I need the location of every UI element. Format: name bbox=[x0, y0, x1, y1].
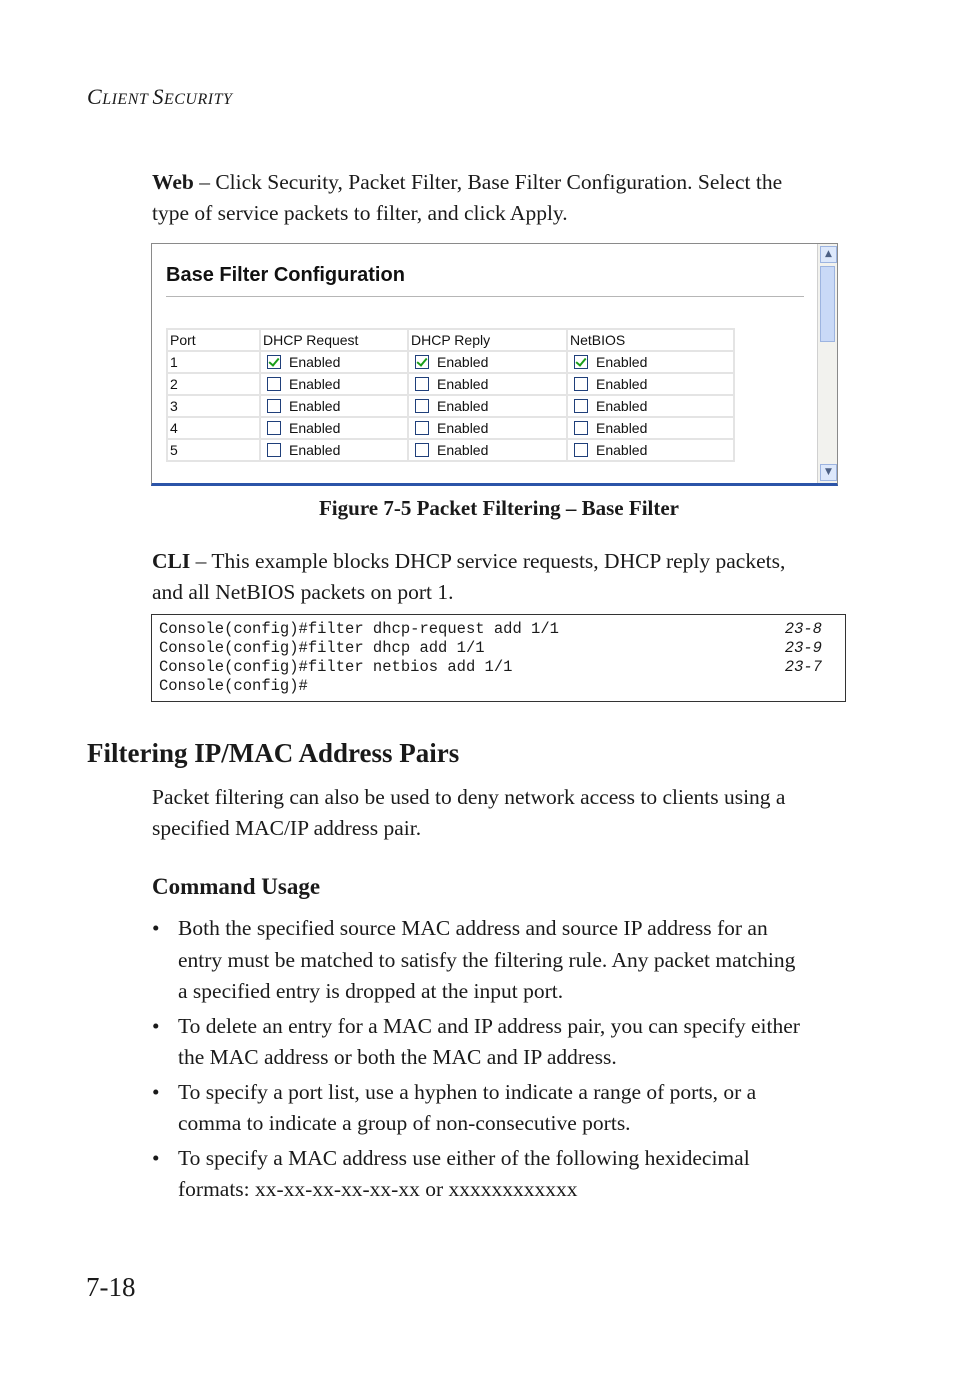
dhcp-reply-checkbox[interactable] bbox=[415, 421, 429, 435]
table-row bbox=[167, 417, 734, 439]
bullet-icon: • bbox=[152, 1145, 160, 1170]
section-heading: Filtering IP/MAC Address Pairs bbox=[87, 738, 460, 768]
column-header: Port bbox=[167, 329, 260, 351]
enabled-label: Enabled bbox=[437, 442, 489, 458]
enabled-label: Enabled bbox=[596, 442, 648, 458]
dhcp-reply-cell bbox=[408, 373, 567, 395]
list-item: • To specify a MAC address use either of the following hexidecimal formats: xx-xx-xx-xx-xx-xx or xxxxxxxxxxxx bbox=[152, 1143, 852, 1206]
table-row bbox=[167, 395, 734, 417]
bullet-icon: • bbox=[152, 916, 160, 940]
screenshot-title: Base Filter Configuration bbox=[166, 264, 405, 286]
figure-caption: Figure 7-5 Packet Filtering – Base Filter bbox=[318, 496, 679, 520]
dhcp-request-checkbox[interactable] bbox=[267, 399, 281, 413]
list-item: • Both the specified source MAC address and source IP address for an entry must be matched to satisfy the filtering rule. Any packet matching a specified entry is dropped at the input port. bbox=[152, 913, 852, 1008]
port-cell: 3 bbox=[167, 395, 260, 417]
netbios-checkbox[interactable] bbox=[574, 421, 588, 435]
netbios-checkbox[interactable] bbox=[574, 377, 588, 391]
enabled-label: Enabled bbox=[289, 376, 341, 392]
bullet-icon: • bbox=[152, 1013, 160, 1038]
command-usage-list bbox=[152, 913, 852, 1209]
dhcp-request-cell bbox=[260, 373, 408, 395]
port-cell: 1 bbox=[167, 351, 260, 373]
running-head: CLIENT SECURITY bbox=[87, 84, 233, 109]
code-reference: 23-7 bbox=[784, 658, 822, 676]
dhcp-reply-cell bbox=[408, 417, 567, 439]
enabled-label: Enabled bbox=[437, 376, 489, 392]
netbios-checkbox[interactable] bbox=[574, 399, 588, 413]
dhcp-request-checkbox[interactable] bbox=[267, 355, 281, 369]
netbios-cell bbox=[567, 373, 734, 395]
scrollbar-thumb[interactable] bbox=[820, 266, 835, 342]
command-usage-heading: Command Usage bbox=[152, 874, 321, 899]
port-cell: 2 bbox=[167, 373, 260, 395]
table-row bbox=[167, 373, 734, 395]
column-header: NetBIOS bbox=[567, 329, 734, 351]
web-instructions: Web – Click Security, Packet Filter, Base Filter Configuration. Select the type of service packets to filter, and click Apply. bbox=[152, 170, 783, 225]
column-header: DHCP Request bbox=[260, 329, 408, 351]
list-item: • To delete an entry for a MAC and IP address pair, you can specify either the MAC address or both the MAC and IP address. bbox=[152, 1011, 852, 1074]
dhcp-reply-checkbox[interactable] bbox=[415, 377, 429, 391]
dhcp-request-checkbox[interactable] bbox=[267, 443, 281, 457]
enabled-label: Enabled bbox=[289, 420, 341, 436]
table-header-row bbox=[167, 329, 734, 351]
dhcp-request-cell bbox=[260, 417, 408, 439]
page-number: 7-18 bbox=[86, 1272, 136, 1302]
section-paragraph: Packet filtering can also be used to deny network access to clients using a specified MAC/IP address pair. bbox=[152, 785, 786, 840]
dhcp-request-cell bbox=[260, 439, 408, 461]
title-divider bbox=[166, 296, 804, 297]
scroll-down-arrow-icon[interactable]: ▼ bbox=[820, 464, 837, 481]
vertical-scrollbar[interactable] bbox=[817, 244, 837, 486]
cli-instructions: CLI – This example blocks DHCP service requests, DHCP reply packets, and all NetBIOS packets on port 1. bbox=[152, 549, 786, 604]
scroll-up-arrow-icon[interactable]: ▲ bbox=[820, 246, 837, 263]
port-cell: 4 bbox=[167, 417, 260, 439]
code-line: Console(config)#filter netbios add 1/1 23-7 bbox=[159, 658, 822, 676]
enabled-label: Enabled bbox=[289, 398, 341, 414]
bullet-icon: • bbox=[152, 1079, 160, 1104]
enabled-label: Enabled bbox=[437, 420, 489, 436]
netbios-cell bbox=[567, 395, 734, 417]
enabled-label: Enabled bbox=[437, 398, 489, 414]
netbios-checkbox[interactable] bbox=[574, 443, 588, 457]
list-item: • To specify a port list, use a hyphen to indicate a range of ports, or a comma to indicate a group of non-consecutive ports. bbox=[152, 1077, 852, 1140]
dhcp-request-cell bbox=[260, 395, 408, 417]
table-row bbox=[167, 439, 734, 461]
dhcp-request-checkbox[interactable] bbox=[267, 377, 281, 391]
enabled-label: Enabled bbox=[289, 442, 341, 458]
netbios-checkbox[interactable] bbox=[574, 355, 588, 369]
cli-code-block bbox=[151, 614, 846, 702]
code-line: Console(config)# bbox=[159, 677, 308, 695]
dhcp-request-cell bbox=[260, 351, 408, 373]
enabled-label: Enabled bbox=[289, 354, 341, 370]
dhcp-reply-cell bbox=[408, 395, 567, 417]
enabled-label: Enabled bbox=[437, 354, 489, 370]
code-reference: 23-9 bbox=[784, 639, 822, 657]
code-line: Console(config)#filter dhcp-request add 1/1 23-8 bbox=[159, 620, 822, 638]
netbios-cell bbox=[567, 439, 734, 461]
dhcp-reply-cell bbox=[408, 439, 567, 461]
base-filter-table bbox=[166, 328, 735, 462]
code-line: Console(config)#filter dhcp add 1/1 23-9 bbox=[159, 639, 822, 657]
column-header: DHCP Reply bbox=[408, 329, 567, 351]
enabled-label: Enabled bbox=[596, 398, 648, 414]
port-cell: 5 bbox=[167, 439, 260, 461]
dhcp-reply-checkbox[interactable] bbox=[415, 443, 429, 457]
dhcp-reply-checkbox[interactable] bbox=[415, 355, 429, 369]
dhcp-request-checkbox[interactable] bbox=[267, 421, 281, 435]
dhcp-reply-cell bbox=[408, 351, 567, 373]
netbios-cell bbox=[567, 351, 734, 373]
dhcp-reply-checkbox[interactable] bbox=[415, 399, 429, 413]
enabled-label: Enabled bbox=[596, 354, 648, 370]
enabled-label: Enabled bbox=[596, 420, 648, 436]
base-filter-screenshot bbox=[151, 243, 838, 486]
enabled-label: Enabled bbox=[596, 376, 648, 392]
netbios-cell bbox=[567, 417, 734, 439]
table-row bbox=[167, 351, 734, 373]
code-reference: 23-8 bbox=[784, 620, 822, 638]
